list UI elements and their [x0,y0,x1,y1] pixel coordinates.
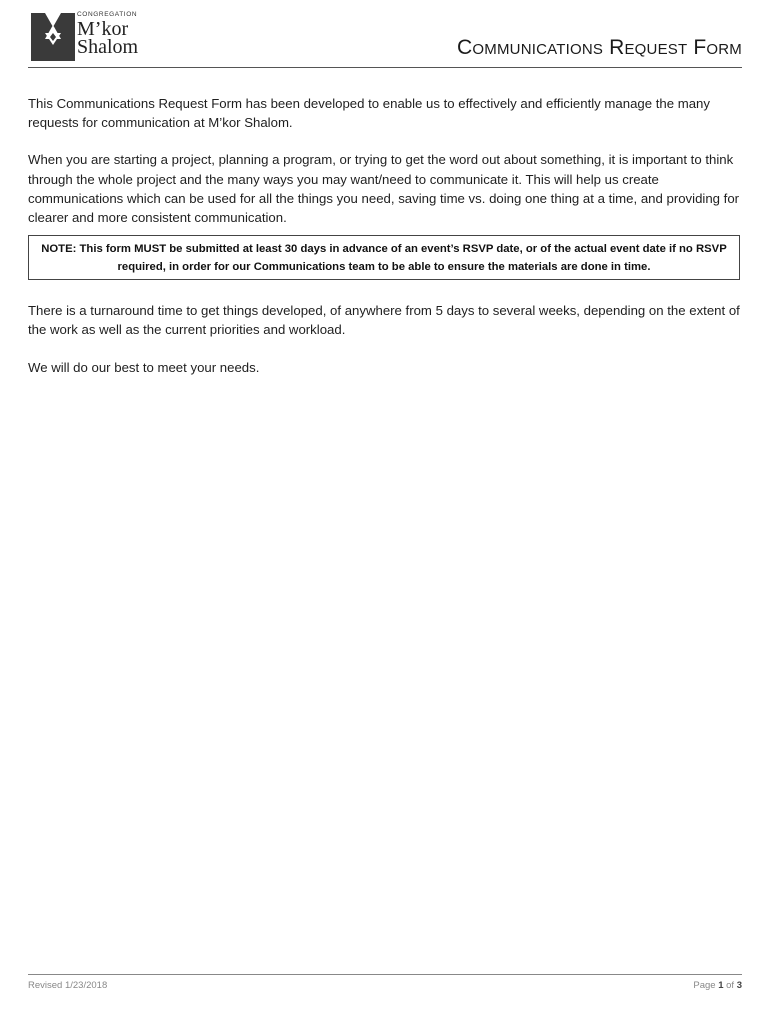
page-number [693,980,742,991]
star-of-david-logo-icon [31,13,75,61]
intro-paragraph: This Communications Request Form has been developed to enable us to effectively and efficiently manage the many requests for communication at M’kor Shalom. [28,96,710,131]
logo [31,11,161,61]
page-title: Communications Request Form [457,36,742,59]
page-label: Page [693,980,716,991]
closing-paragraph: We will do our best to meet your needs. [28,359,260,375]
document-body [28,94,744,377]
project-paragraph: When you are starting a project, planning a program, or trying to get the word out about something, it is important to think through the whole project and the many ways you may want/need to communicate it. This will help us create communications which can be used for all the things you need, saving time vs. doing one thing at a time, and providing for clearer and more consistent communication. [28,152,740,226]
footer-divider [28,974,742,975]
page-current: 1 [718,980,724,991]
title-divider [28,67,742,68]
turnaround-paragraph: There is a turnaround time to get things developed, of anywhere from 5 days to several weeks, depending on the extent of the work as well as the current priorities and workload. [28,303,740,338]
deadline-note-box: NOTE: This form MUST be submitted at least 30 days in advance of an event’s RSVP date, or of the actual event date if no RSVP required, in order for our Communications team to be able to ensure the materials are done in time. [28,235,740,280]
page-total: 3 [736,980,742,991]
logo-name-line2: Shalom [77,36,139,58]
revision-date: Revised 1/23/2018 [28,980,108,991]
page-of-label: of [726,980,735,991]
logo-name-line1: M’kor [77,18,129,40]
logo-congregation-text: CONGREGATION [77,11,138,18]
